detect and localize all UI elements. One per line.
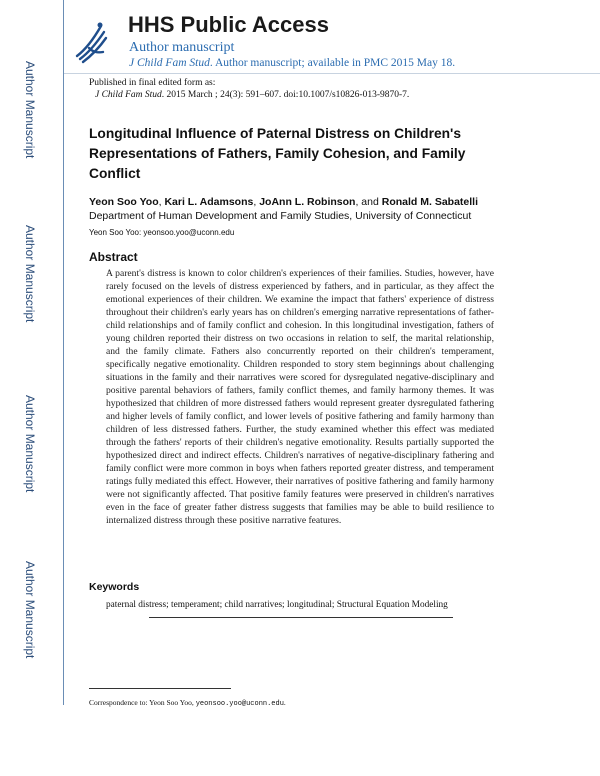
citation-detail: . 2015 March ; 24(3): 591–607. doi:10.1007/s10826-013-9870-7. [161, 90, 410, 100]
hhs-title: HHS Public Access [128, 12, 329, 37]
sidebar-label-author-manuscript: Author Manuscript [23, 395, 37, 493]
published-note: Published in final edited form as: [89, 78, 216, 88]
author-name[interactable]: Ronald M. Sabatelli [381, 196, 478, 208]
author-list [89, 196, 478, 208]
citation-journal: J Child Fam Stud [95, 90, 162, 100]
hhs-eagle-logo-icon [73, 20, 109, 66]
sidebar-label-author-manuscript: Author Manuscript [23, 225, 37, 323]
author-separator: , [158, 196, 165, 208]
availability-text: . Author manuscript; available in PMC 2015 May 18. [209, 57, 456, 69]
abstract-text: A parent's distress is known to color children's experiences of their families. Studies, however, have rarely focused on the levels of distress experienced by fathers, and in particular, as they affect the emotional experiences of their children. We examine the impact that fathers' experience of distress throughout their children's early years has on children's emerging narrative representations of father-child relationships and of family conflict and cohesion. In this longitudinal investigation, fathers of young children reported their distress on two occasions in relation to self, the marital relationship, and the family climate. Fathers also concurrently reported on their children's temperament, specifically negative emotionality. Children responded to story stem beginnings about challenging situations in the family and their narratives were scored for dysregulated negative-disciplinary and positive parental behaviors of fathers, family conflict themes, and family harmony themes. It was hypothesized that children of more distressed fathers would represent greater dysregulated fathering and higher levels of family conflict, and lower levels of positive fathering and family harmony than children of less distressed fathers. Further, the study examined whether this effect was mediated through the fathers' reports of their children's negative emotionality. Results partially supported the hypothesized direct and indirect effects. Children's narratives of negative-disciplinary fathering and family conflict were more common in boys when fathers reported greater distress, and temperament ratings fully mediated this effect. However, their narratives of positive fathering and family harmony were not significantly affected. That positive family features were preserved in children's narratives even in the face of greater father distress suggests that families may be able to build resilience to internalized distress through these positive narrative features. [106, 268, 494, 526]
keywords-rule [149, 617, 453, 618]
journal-name[interactable]: J Child Fam Stud [129, 57, 210, 69]
author-name[interactable]: JoAnn L. Robinson [259, 196, 356, 208]
header-rule [64, 73, 600, 74]
sidebar-label-author-manuscript: Author Manuscript [23, 561, 37, 659]
affiliation: Department of Human Development and Family Studies, University of Connecticut [89, 210, 472, 222]
hhs-subtitle: Author manuscript [129, 40, 235, 55]
journal-availability [129, 57, 455, 69]
sidebar-label-author-manuscript: Author Manuscript [23, 61, 37, 159]
footnote-email-link[interactable]: yeonsoo.yoo@uconn.edu [195, 700, 284, 708]
keywords-heading: Keywords [89, 581, 140, 593]
author-email-line: Yeon Soo Yoo: yeonsoo.yoo@uconn.edu [89, 228, 235, 237]
citation-line [95, 90, 409, 100]
article-title: Longitudinal Influence of Paternal Distress on Children's Representations of Fathers, Family Cohesion, and Family Conflict [89, 126, 466, 181]
author-separator: , [253, 196, 260, 208]
abstract-heading: Abstract [89, 250, 138, 264]
sidebar-divider [63, 0, 64, 705]
footnote-rule [89, 688, 231, 689]
author-name[interactable]: Kari L. Adamsons [164, 196, 254, 208]
footnote-suffix: . [283, 698, 286, 707]
author-name[interactable]: Yeon Soo Yoo [89, 196, 159, 208]
footnote-prefix: Correspondence to: Yeon Soo Yoo, [89, 698, 196, 707]
correspondence-footnote [89, 698, 286, 708]
keywords-text: paternal distress; temperament; child narratives; longitudinal; Structural Equation Modeling [106, 600, 448, 610]
author-separator: , and [355, 196, 382, 208]
